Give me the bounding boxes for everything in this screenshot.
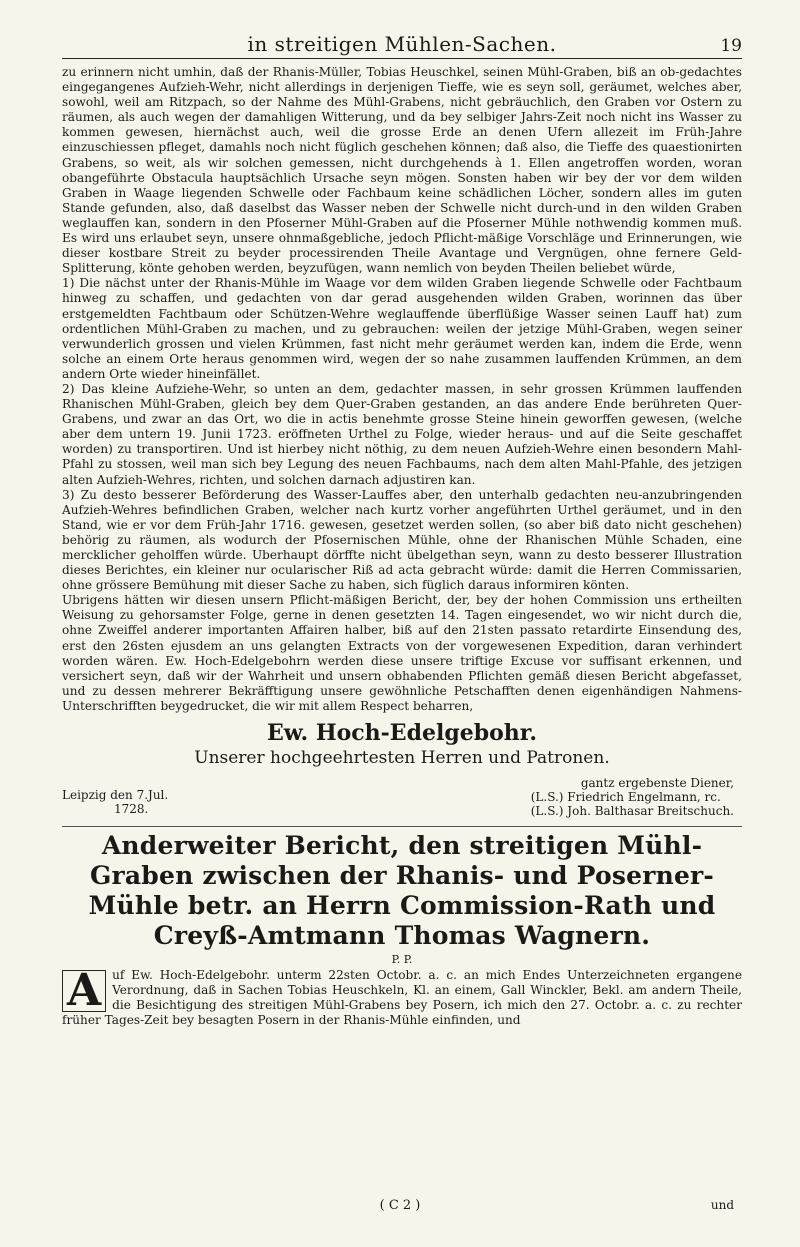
drop-cap: A [62,970,106,1012]
sheet-signature: ( C 2 ) [379,1198,421,1213]
page-number: 19 [720,36,742,56]
paragraph-intro: zu erinnern nicht umhin, daß der Rhanis-Müller, Tobias Heuschkel, seinen Mühl-Graben, biß an ob-gedachtes eingegangenes Aufzieh-Wehr, nicht allerdings in derjenigen Tieffe, wie es seyn soll, geräumet, welches aber, sowohl, weil am Ritzpach, so der Nahme des Mühl-Grabens, nicht gebräuchlich, den Graben vor Ostern zu räumen, als auch wegen der damahligen Witterung, und da bey selbiger Jahrs-Zeit noch nicht ins Wasser zu kommen gewesen, hiernächst auch, weil die grosse Erde an denen Ufern allezeit im Früh-Jahre einzuschiessen pfleget, damahls noch nicht füglich geschehen können; daß also, die Tieffe des quaestionirten Grabens, so weit, als wir solchen gemessen, nicht durchgehends à 1. Ellen angetroffen worden, woran obangeführte Obstacula hauptsächlich Ursache seyn mögen. Sonsten haben wir bey der vor dem wilden Graben in Waage liegenden Schwelle oder Fachbaum keine schädlichen Löcher, sondern alles im guten Stande gefunden, also, daß daselbst das Wasser neben der Schwelle nicht durch-und in den wilden Graben weglauffen kan, sondern in den Pfoserner Mühl-Graben auf die Pfoserner Mühle nothwendig kommen muß. Es wird uns erlaubet seyn, unsere ohnmaßgebliche, jedoch Pflicht-mäßige Vorschläge und Erinnerungen, wie dieser kostbare Streit zu beyder processirenden Theile Avantage und Vergnügen, ohne fernere Geld-Splitterung, könte gehoben werden, beyzufügen, wann nemlich von beyden Theilen beliebet würde, [62,65,742,276]
salutation: Ew. Hoch-Edelgebohr. [267,720,537,747]
final-paragraph [62,965,742,1028]
signers [531,776,742,818]
pp-mark: P. P. [391,953,413,967]
section-title: Anderweiter Bericht, den streitigen Mühl-Graben zwischen der Rhanis- und Poserner-Mühle betr. an Herrn Commission-Rath und Creyß-Amtmann Thomas Wagnern. [88,831,716,951]
signer-2: (L.S.) Joh. Balthasar Breitschuch. [530,804,734,819]
place-date [62,776,168,816]
page-header [62,26,742,59]
year: 1728. [114,802,149,817]
paragraph-point-2: 2) Das kleine Aufziehe-Wehr, so unten an dem, gedachter massen, in sehr grossen Krümmen lauffenden Rhanischen Mühl-Graben, gleich bey dem Quer-Graben gestanden, an das andere Ende berühreten Quer-Grabens, und zwar an das Ort, wo die in actis benehmte grosse Steine hinein geworffen gewesen, (welche aber dem untern 19. Junii 1723. eröffneten Urthel zu Folge, wieder heraus- und auf die Seite geschaffet worden) zu transportiren. Und ist hierbey nicht nöthig, zu dem neuen Aufzieh-Wehre einen besondern Mahl-Pfahl zu stossen, weil man sich bey Legung des neuen Fachbaums, nach dem alten Mahl-Pfahle, des jetzigen alten Aufzieh-Wehres, richten, und solchen darnach adjustiren kan. [62,381,742,487]
signature-block [62,776,742,818]
running-head: in streitigen Mühlen-Sachen. [247,32,557,56]
address-honorific: Unserer hochgeehrtesten Herren und Patronen. [194,748,610,769]
section-title-block [62,826,742,951]
place-date-text: Leipzig den 7.Jul. [62,788,169,803]
paragraph-point-1: 1) Die nächst unter der Rhanis-Mühle im Waage vor dem wilden Graben liegende Schwelle oder Fachtbaum hinweg zu schaffen, und gedachten von dar gerad ausgehenden wilden Graben, worinnen das über erstgemeldten Fachtbaum oder Schützen-Wehre weglauffende überflüßige Wasser seinen Lauff hat) zum ordentlichen Mühl-Graben zu machen, und zu gebrauchen: weilen der jetzige Mühl-Graben, wegen seiner verwunderlich grossen und vielen Krümmen, fast nicht mehr geräumet werden kan, indem die Erde, wenn solche an einem Orte heraus genommen wird, wegen der so nahe zusammen lauffenden Krümmen, an dem andern Orte wieder hineinfället. [62,276,742,381]
final-paragraph-text: uf Ew. Hoch-Edelgebohr. unterm 22sten Octobr. a. c. an mich Endes Unterzeichneten ergangene Verordnung, daß in Sachen Tobias Heuschkeln, Kl. an einem, Gall Winckler, Bekl. am andern Theile, die Besichtigung des streitigen Mühl-Grabens bey Posern, ich mich den 27. Octobr. a. c. zu rechter früher Tages-Zeit bey besagten Posern in der Rhanis-Mühle einfinden, und [62,968,742,1028]
catchword: und [710,1198,734,1212]
address-line [62,748,742,768]
paragraph-point-3: 3) Zu desto besserer Beförderung des Wasser-Lauffes aber, den unterhalb gedachten neu-anzubringenden Aufzieh-Wehres befindlichen Graben, welcher nach kurtz vorher angeführten Urthel geräumet, und in den Stand, wie er vor dem Früh-Jahr 1716. gewesen, gesetzet werden sollen, (so aber biß dato nicht geschehen) behörig zu räumen, als wodurch der Pfosernischen Mühle, ohne der Rhanischen Mühle Schaden, eine mercklicher geholffen würde. Uberhaupt dörffte nicht übelgethan seyn, wann zu desto besserer Illustration dieses Berichtes, ein kleiner nur ocularischer Riß ad acta gebracht würde: damit die Herren Commissarien, ohne grössere Bemühung mit dieser Sache zu haben, sich füglich daraus informiren könten. [62,487,742,593]
signer-1: (L.S.) Friedrich Engelmann, rc. [530,790,721,805]
paragraph-closing: Ubrigens hätten wir diesen unsern Pflicht-mäßigen Bericht, der, bey der hohen Commission uns ertheilten Weisung zu gehorsamster Folge, gerne in denen gesetzten 14. Tagen eingesendet, wo wir nicht durch die, ohne Zweiffel anderer importanten Affairen halber, biß auf den 21sten passato retardirte Einsendung des, erst den 26sten ejusdem an uns gelangten Extracts von der vorgewesenen Expedition, daran verhindert worden wären. Ew. Hoch-Edelgebohrn werden diese unsere triftige Excuse vor suffisant erkennen, und versichert seyn, daß wir der Wahrheit und unsern obhabenden Pflichten gemäß diesen Bericht abgefasset, und zu dessen mehrerer Bekräfftigung unsere gewöhnliche Petschafften denen eigenhändigen Nahmens-Unterschrifften beygedrucket, die wir mit allem Respect beharren, [62,593,742,713]
body-text [62,65,742,714]
closing-phrase: gantz ergebenste Diener, [580,776,734,791]
